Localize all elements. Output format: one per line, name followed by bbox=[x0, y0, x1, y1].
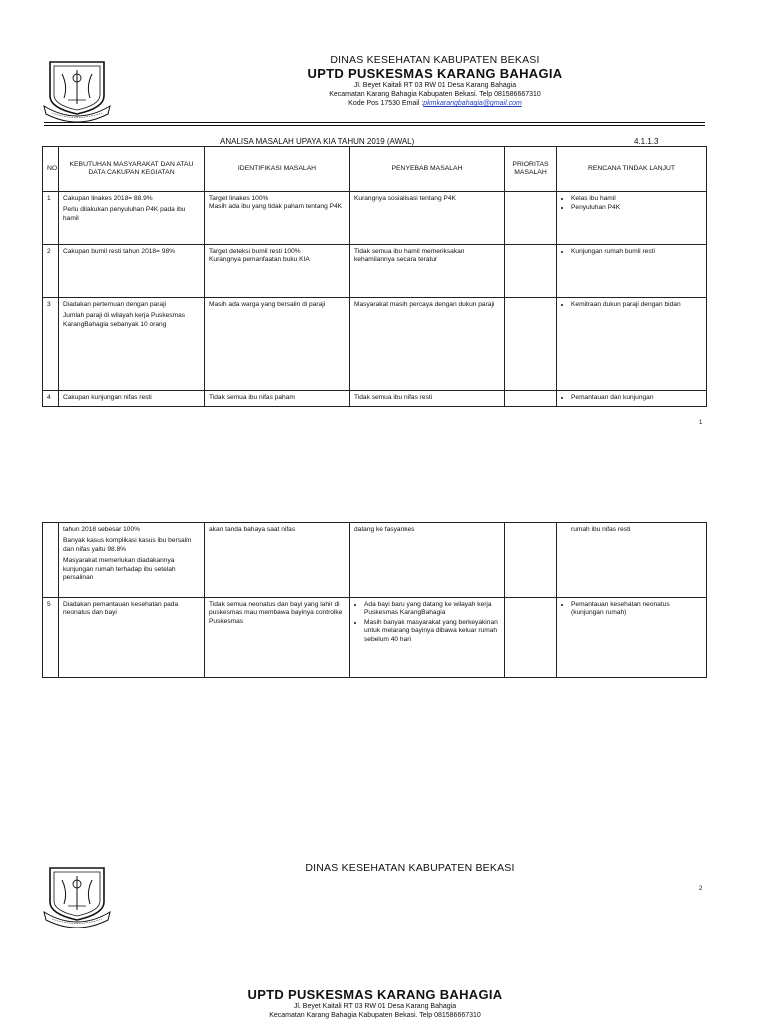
kebutuhan-text: Masyarakat memerlukan diadakannya kunjungan rumah terhadap ibu setelah persalinan bbox=[63, 557, 176, 582]
penyebab-item: • Masih banyak masyarakat yang berkeyakinan untuk melarang bayinya dibawa keluar rumah sebelum 40 hari bbox=[364, 619, 500, 644]
table-header-row bbox=[43, 147, 707, 192]
rencana-cell bbox=[557, 523, 707, 598]
page-number-1: 1 bbox=[699, 420, 703, 426]
prioritas-cell bbox=[505, 298, 557, 391]
kebutuhan-cell bbox=[59, 192, 205, 245]
penyebab-text: Masyarakat masih percaya dengan dukun paraji bbox=[354, 301, 495, 308]
kabupaten-bekasi-logo-page-2 bbox=[40, 862, 114, 933]
row-number: 1 bbox=[43, 192, 59, 245]
kabupaten-bekasi-logo bbox=[40, 56, 114, 127]
header-prioritas: PRIORITAS MASALAH bbox=[505, 147, 557, 192]
header-address-line-3 bbox=[200, 99, 670, 108]
penyebab-text: Tidak semua ibu nifas resti bbox=[354, 394, 433, 401]
rencana-item: • Kelas ibu hamil bbox=[571, 195, 702, 203]
kebutuhan-text: Diadakan pemantauan kesehatan pada neonatus dan bayi bbox=[63, 601, 179, 617]
identifikasi-text: Target deteksi bumil resti 100% bbox=[209, 248, 301, 255]
table-row bbox=[43, 523, 707, 598]
logo-emblem-icon bbox=[40, 56, 114, 122]
page-2-address-line-2: Kecamatan Karang Bahagia Kabupaten Bekasi. Telp 081586667310 bbox=[269, 1012, 481, 1019]
rencana-item: • Kemitraan dukun paraji dengan bidan bbox=[571, 301, 702, 309]
header-email-link[interactable]: pkmkarangbahagia@gmail.com bbox=[423, 100, 522, 107]
identifikasi-text: Masih ada ibu yang tidak paham tentang P4K bbox=[209, 203, 343, 211]
rencana-cell bbox=[557, 598, 707, 678]
kebutuhan-text: Perlu dilakukan penyuluhan P4K pada ibu hamil bbox=[63, 206, 186, 222]
penyebab-text: Kurangnya sosialisasi tentang P4K bbox=[354, 195, 456, 202]
kebutuhan-text: Diadakan pertemuan dengan paraji bbox=[63, 301, 167, 308]
identifikasi-cell bbox=[205, 523, 350, 598]
rencana-item: • Pemantauan dan kunjungan bbox=[571, 394, 702, 402]
identifikasi-text: akan tanda bahaya saat nifas bbox=[209, 526, 296, 533]
identifikasi-cell bbox=[205, 298, 350, 391]
penyebab-item: • Ada bayi baru yang datang ke wilayah kerja Puskesmas KarangBahagia bbox=[364, 601, 500, 618]
header-rencana: RENCANA TINDAK LANJUT bbox=[557, 147, 707, 192]
kebutuhan-cell bbox=[59, 391, 205, 407]
identifikasi-text: Tidak semua neonatus dan bayi yang lahir di puskesmas mau membawa bayinya controlke Puskesmas bbox=[209, 601, 343, 625]
table-row bbox=[43, 298, 707, 391]
kebutuhan-cell bbox=[59, 298, 205, 391]
header-uptd: UPTD PUSKESMAS KARANG BAHAGIA bbox=[307, 66, 563, 81]
rencana-text: rumah ibu nifas resti bbox=[571, 526, 631, 533]
header-kebutuhan: KEBUTUHAN MASYARAKAT DAN ATAU DATA CAKUPAN KEGIATAN bbox=[59, 147, 205, 192]
page-2-address-line-1: Jl. Beyet Kaitali RT 03 RW 01 Desa Karang Bahagia bbox=[293, 1003, 457, 1010]
identifikasi-text: Tidak semua ibu nifas paham bbox=[209, 394, 295, 401]
page-2-header-dinas: DINAS KESEHATAN KABUPATEN BEKASI bbox=[305, 862, 515, 874]
identifikasi-cell bbox=[205, 391, 350, 407]
row-number: 2 bbox=[43, 245, 59, 298]
penyebab-text: Tidak semua ibu hamil memeriksakan kehamilannya secara teratur bbox=[354, 248, 465, 264]
document-code: 4.1.1.3 bbox=[634, 137, 659, 146]
header-postal-label: Kode Pos 17530 Email : bbox=[348, 100, 424, 107]
kebutuhan-text: tahun 2018 sebesar 100% bbox=[63, 526, 140, 533]
prioritas-cell bbox=[505, 245, 557, 298]
kebutuhan-cell bbox=[59, 245, 205, 298]
identifikasi-text: Target linakes 100% bbox=[209, 195, 269, 202]
penyebab-text: datang ke fasyankes bbox=[354, 526, 415, 533]
rencana-item: • Pemantauan kesehatan neonatus (kunjungan rumah) bbox=[571, 601, 702, 618]
header-penyebab: PENYEBAB MASALAH bbox=[350, 147, 505, 192]
rencana-cell bbox=[557, 192, 707, 245]
identifikasi-cell bbox=[205, 598, 350, 678]
table-row bbox=[43, 245, 707, 298]
rencana-item: • Penyuluhan P4K bbox=[571, 204, 702, 212]
page-number-2: 2 bbox=[699, 886, 703, 892]
header-address-line-1: Jl. Beyet Kaitali RT 03 RW 01 Desa Karang Bahagia bbox=[353, 82, 517, 89]
header-identifikasi: IDENTIFIKASI MASALAH bbox=[205, 147, 350, 192]
header-dinas: DINAS KESEHATAN KABUPATEN BEKASI bbox=[330, 54, 540, 66]
penyebab-cell bbox=[350, 523, 505, 598]
page-2-header-uptd: UPTD PUSKESMAS KARANG BAHAGIA bbox=[247, 987, 503, 1002]
header-divider bbox=[44, 122, 705, 123]
document-title: ANALISA MASALAH UPAYA KIA TAHUN 2019 (AWAL) bbox=[220, 137, 415, 146]
header-address-line-2: Kecamatan Karang Bahagia Kabupaten Bekasi. Telp 081586667310 bbox=[329, 91, 541, 98]
penyebab-cell bbox=[350, 598, 505, 678]
prioritas-cell bbox=[505, 192, 557, 245]
analysis-table-page-2 bbox=[42, 522, 707, 678]
prioritas-cell bbox=[505, 391, 557, 407]
kebutuhan-cell bbox=[59, 523, 205, 598]
penyebab-cell bbox=[350, 298, 505, 391]
kebutuhan-text: Jumlah paraji di wilayah kerja Puskesmas KarangBahagia sebanyak 10 orang bbox=[63, 312, 186, 328]
row-number: 4 bbox=[43, 391, 59, 407]
prioritas-cell bbox=[505, 523, 557, 598]
row-number bbox=[43, 523, 59, 598]
identifikasi-text: Masih ada warga yang bersalin di paraji bbox=[209, 301, 326, 308]
rencana-cell bbox=[557, 298, 707, 391]
logo-emblem-icon bbox=[40, 862, 114, 928]
kebutuhan-text: Cakupan linakes 2018= 88.9% bbox=[63, 195, 153, 202]
identifikasi-cell bbox=[205, 245, 350, 298]
penyebab-cell bbox=[350, 192, 505, 245]
identifikasi-text: Kurangnya pemanfaatan buku KIA bbox=[209, 256, 310, 264]
rencana-cell bbox=[557, 391, 707, 407]
row-number: 5 bbox=[43, 598, 59, 678]
kebutuhan-text: Cakupan kunjungan nifas resti bbox=[63, 394, 152, 401]
kebutuhan-text: Cakupan bumil resti tahun 2018= 98% bbox=[63, 248, 175, 255]
kebutuhan-cell bbox=[59, 598, 205, 678]
penyebab-cell bbox=[350, 391, 505, 407]
penyebab-cell bbox=[350, 245, 505, 298]
rencana-item: • Kunjungan rumah bumil resti bbox=[571, 248, 702, 256]
header-divider-thin bbox=[44, 125, 705, 126]
identifikasi-cell bbox=[205, 192, 350, 245]
rencana-cell bbox=[557, 245, 707, 298]
table-row bbox=[43, 192, 707, 245]
analysis-table-page-1 bbox=[42, 146, 707, 407]
prioritas-cell bbox=[505, 598, 557, 678]
table-row bbox=[43, 598, 707, 678]
header-no: NO bbox=[43, 147, 59, 192]
kebutuhan-text: Banyak kasus komplikasi kasus ibu bersalin dan nifas yaitu 98.8% bbox=[63, 537, 192, 553]
row-number: 3 bbox=[43, 298, 59, 391]
table-row bbox=[43, 391, 707, 407]
